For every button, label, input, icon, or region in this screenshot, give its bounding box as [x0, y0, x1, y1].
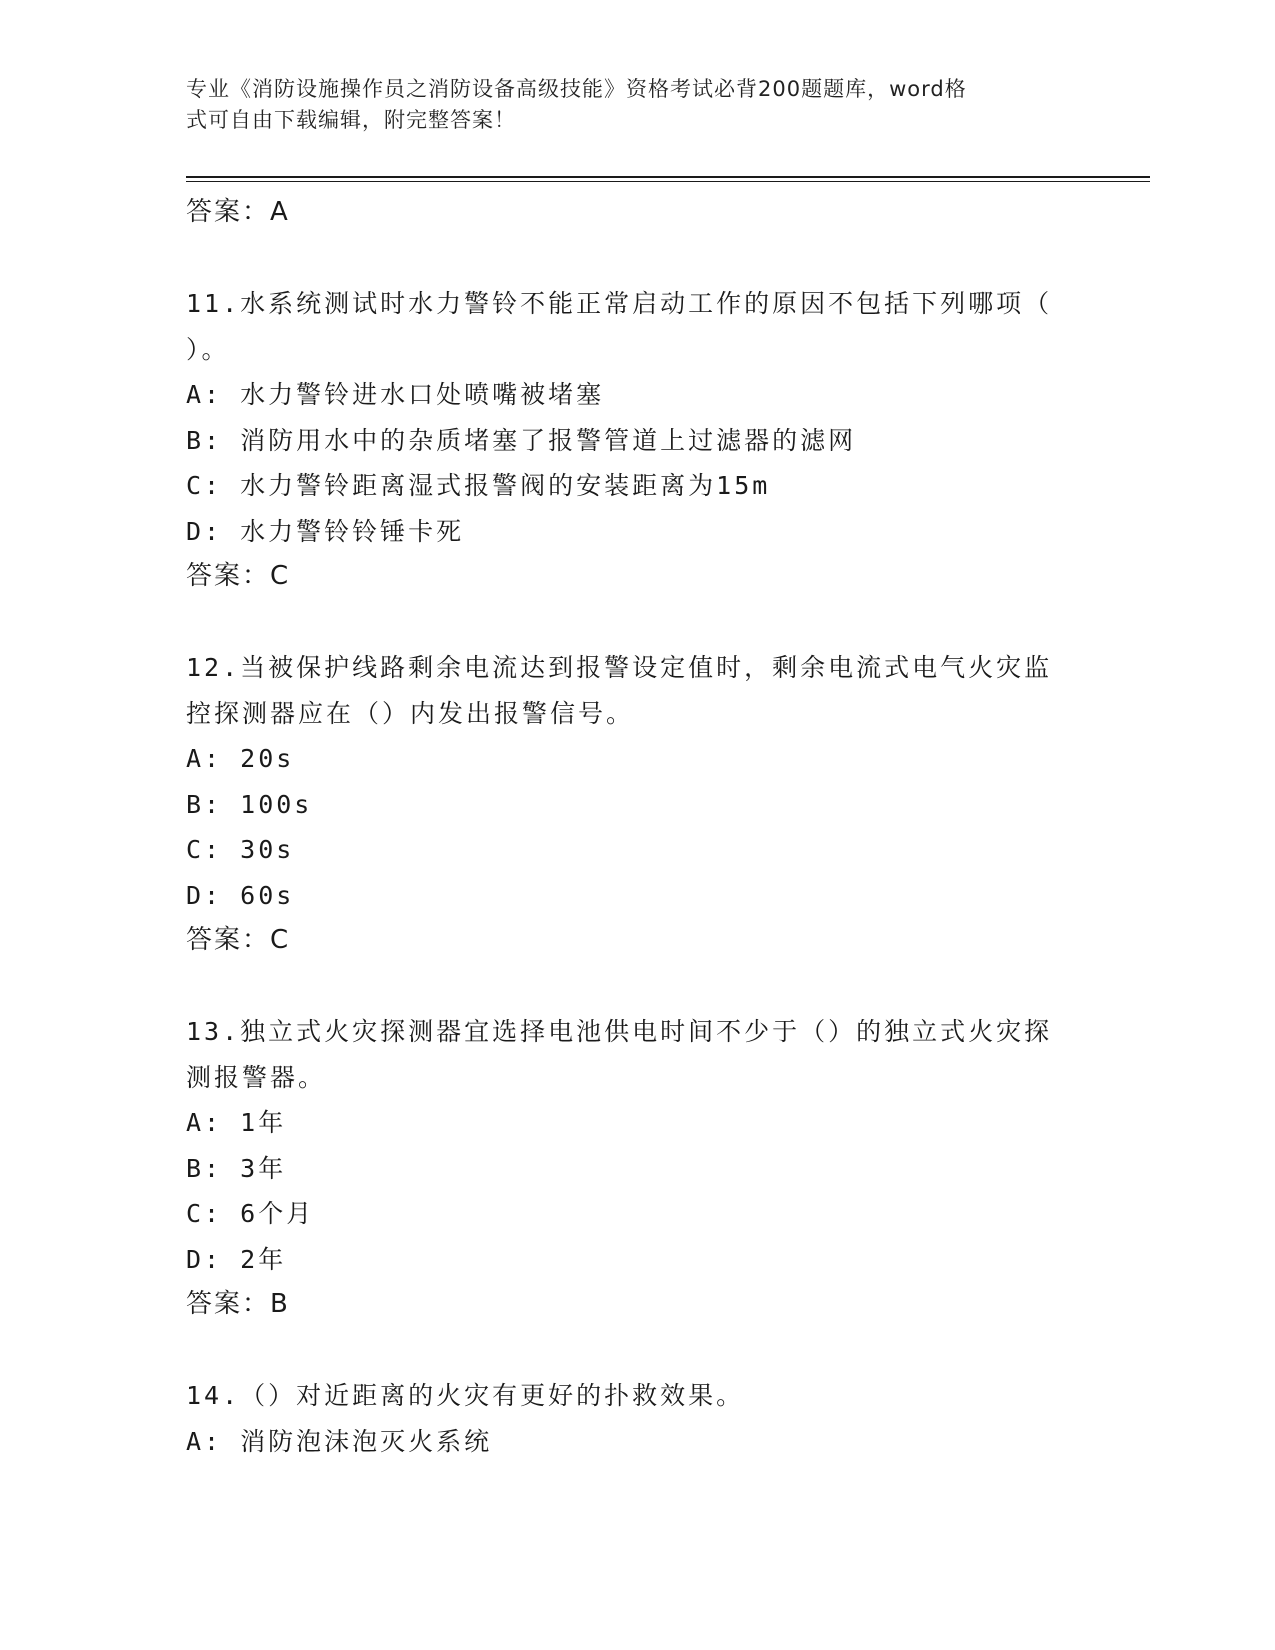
option-a: A: 水力警铃进水口处喷嘴被堵塞 — [186, 380, 605, 409]
header-divider-thin — [186, 181, 1150, 182]
question-12 — [186, 645, 1086, 964]
option-b: B: 100s — [186, 789, 313, 819]
question-stem-continued: ）。 — [186, 334, 230, 364]
question-stem-continued: 测报警器。 — [186, 1062, 327, 1092]
option-c: C: 水力警铃距离湿式报警阀的安装距离为15m — [186, 471, 771, 500]
question-list — [186, 190, 1086, 1464]
question-11 — [186, 281, 1086, 600]
question-stem: 11.水系统测试时水力警铃不能正常启动工作的原因不包括下列哪项（ — [186, 289, 1053, 318]
document-header — [186, 74, 1066, 136]
previous-answer: 答案：A — [186, 197, 290, 227]
header-line-2: 式可自由下载编辑，附完整答案！ — [186, 108, 516, 132]
option-a: A: 消防泡沫泡灭火系统 — [186, 1426, 493, 1456]
question-stem: 13.独立式火灾探测器宜选择电池供电时间不少于（）的独立式火灾探 — [186, 1017, 1053, 1046]
option-d: D: 60s — [186, 880, 295, 910]
header-line-1: 专业《消防设施操作员之消防设备高级技能》资格考试必背200题题库，word格 — [186, 77, 967, 101]
question-13 — [186, 1009, 1086, 1328]
option-d: D: 2年 — [186, 1244, 287, 1274]
option-b: B: 消防用水中的杂质堵塞了报警管道上过滤器的滤网 — [186, 425, 857, 455]
option-d: D: 水力警铃铃锤卡死 — [186, 516, 465, 546]
spacer — [186, 964, 1086, 1010]
answer: 答案：C — [186, 561, 291, 591]
question-stem-continued: 控探测器应在（）内发出报警信号。 — [186, 698, 635, 728]
answer: 答案：B — [186, 1289, 290, 1319]
header-divider-thick — [186, 176, 1150, 178]
option-a: A: 20s — [186, 744, 295, 773]
option-c: C: 6个月 — [186, 1199, 315, 1228]
spacer — [186, 236, 1086, 282]
question-14 — [186, 1373, 1086, 1464]
answer: 答案：C — [186, 925, 291, 955]
question-stem: 14.（）对近距离的火灾有更好的扑救效果。 — [186, 1381, 745, 1410]
question-stem: 12.当被保护线路剩余电流达到报警设定值时，剩余电流式电气火灾监 — [186, 653, 1053, 682]
option-b: B: 3年 — [186, 1153, 287, 1183]
option-a: A: 1年 — [186, 1108, 287, 1137]
spacer — [186, 1328, 1086, 1374]
option-c: C: 30s — [186, 835, 295, 864]
spacer — [186, 600, 1086, 646]
